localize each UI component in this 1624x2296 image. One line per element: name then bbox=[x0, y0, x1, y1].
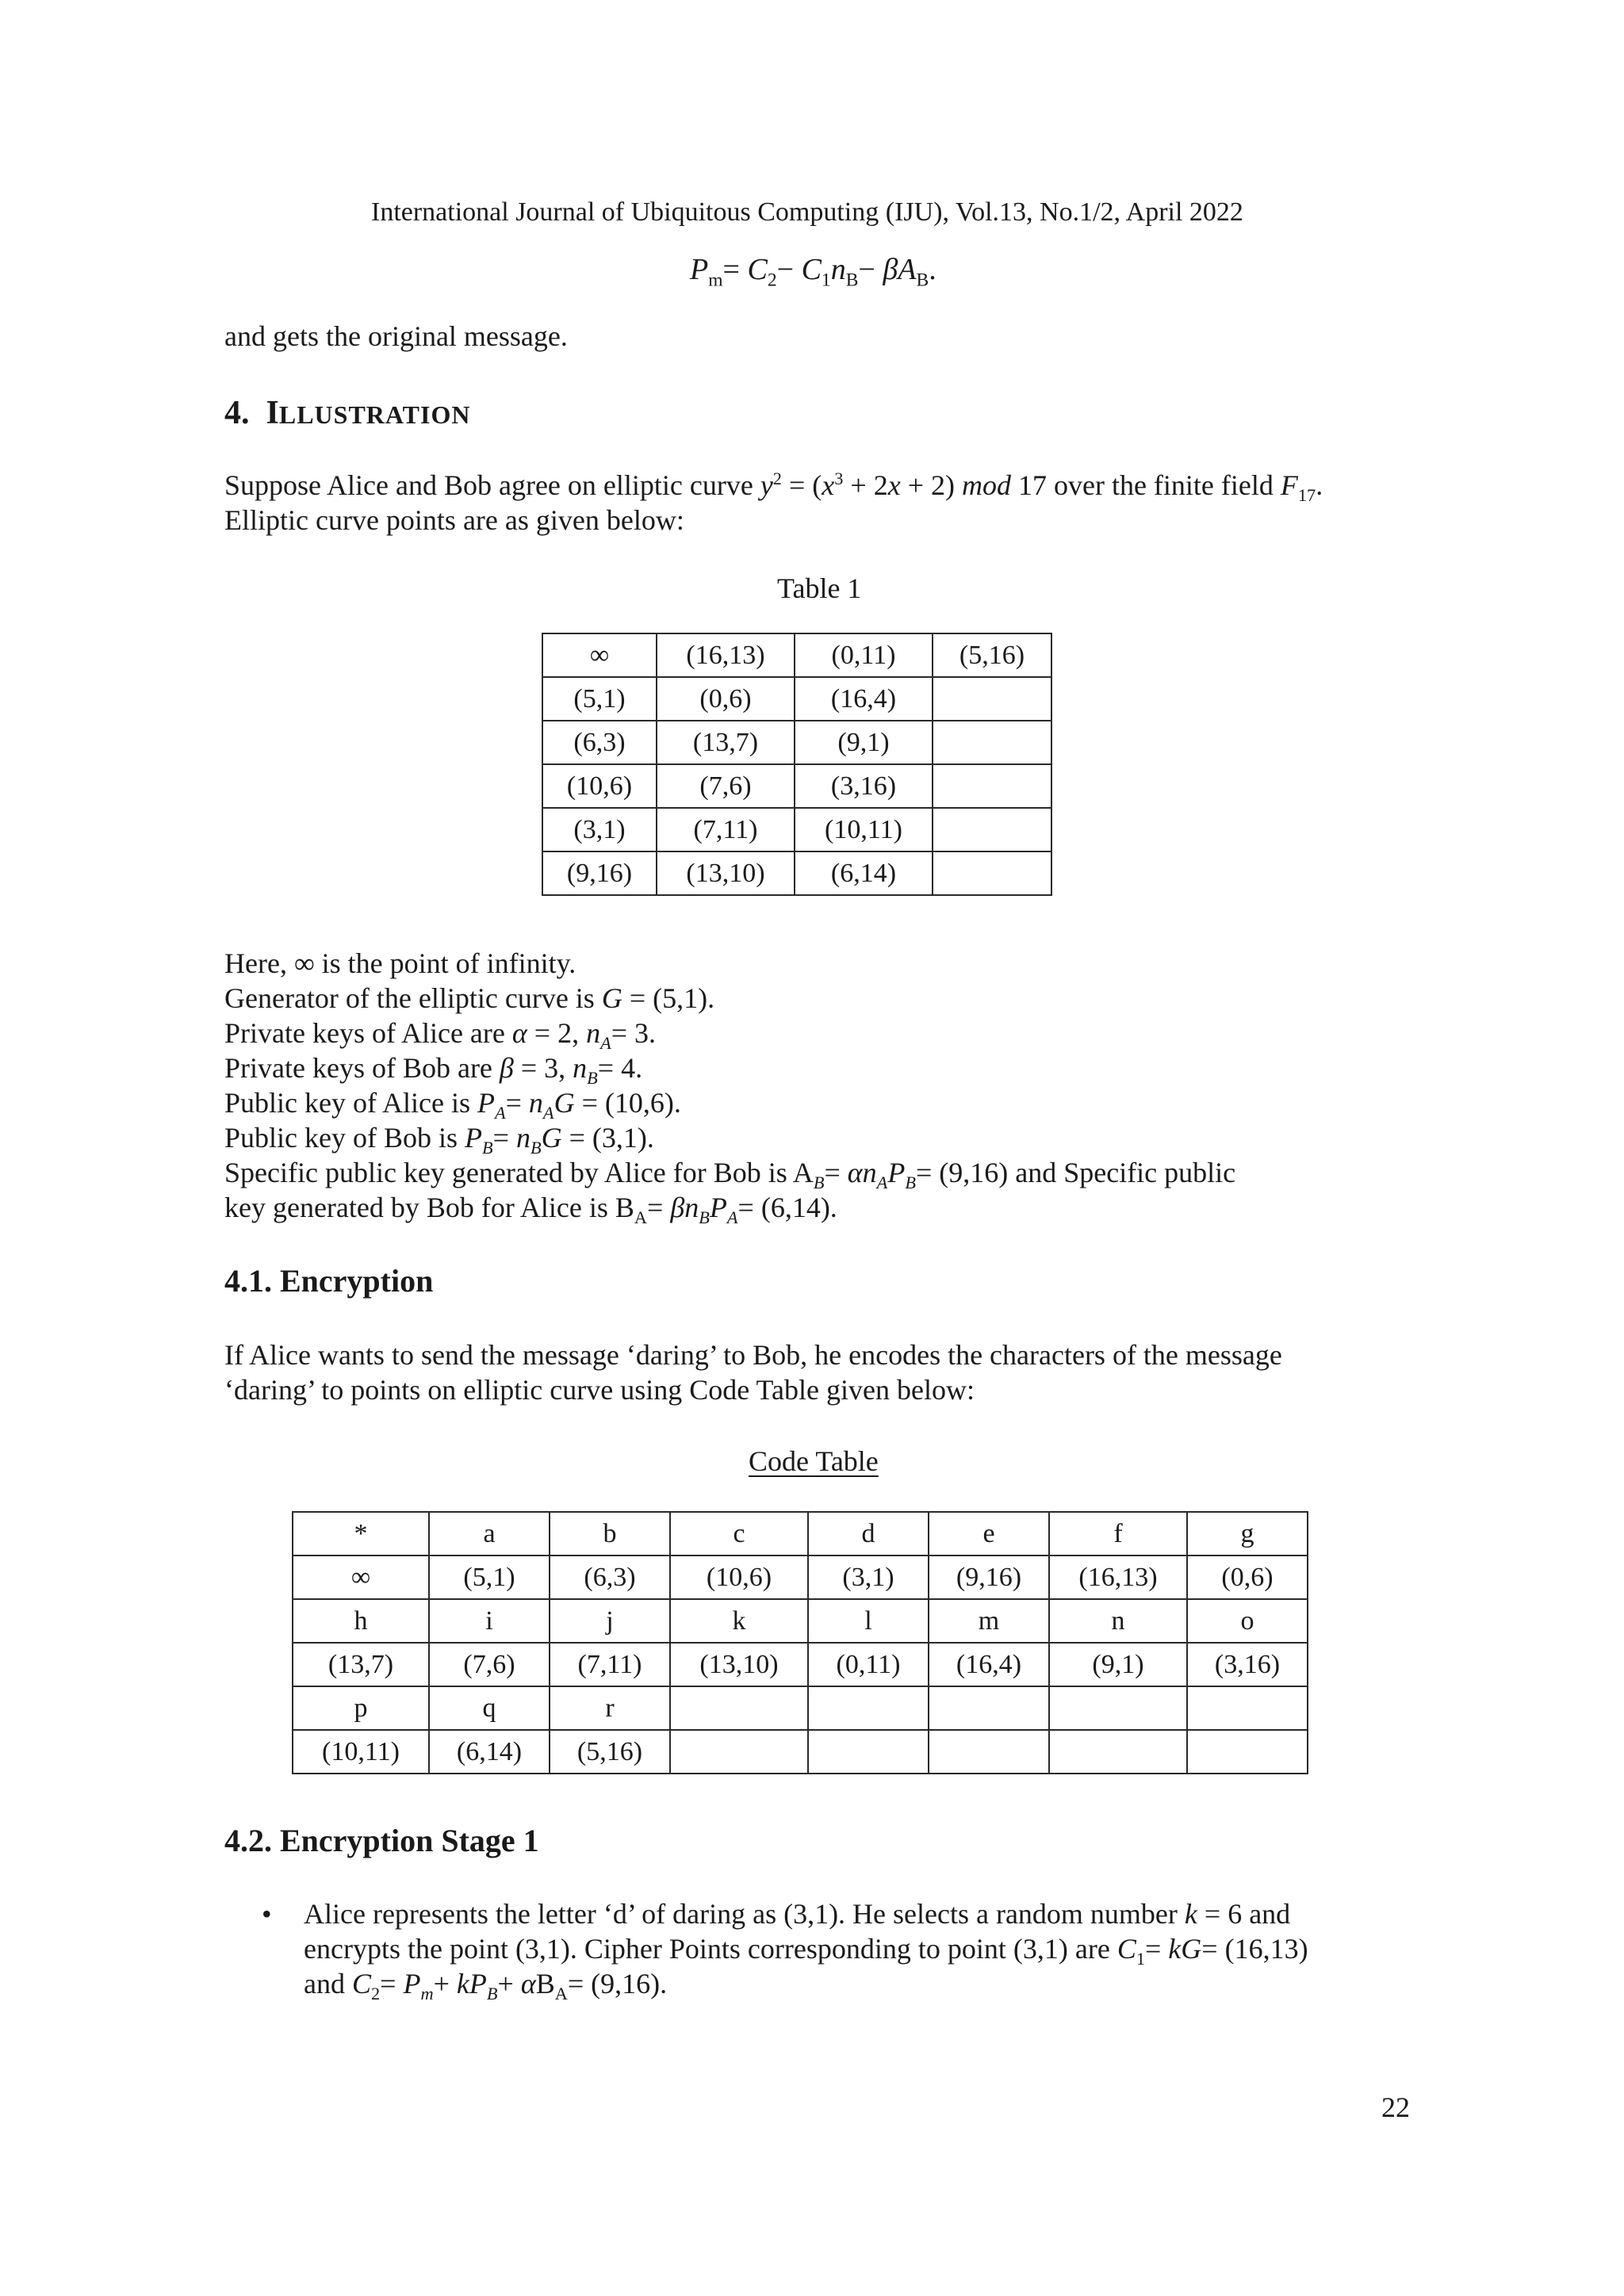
code-table-cell: (6,3) bbox=[550, 1556, 670, 1599]
code-table-caption: Code Table bbox=[749, 1445, 879, 1477]
code-table-cell: h bbox=[293, 1599, 429, 1643]
code-table-cell: (9,1) bbox=[1049, 1643, 1187, 1686]
code-table-row bbox=[293, 1512, 1308, 1556]
code-table-cell: (3,16) bbox=[1187, 1643, 1308, 1686]
subsection-heading-encryption: 4.1. Encryption bbox=[224, 1263, 434, 1299]
code-table-cell: q bbox=[429, 1686, 550, 1730]
table1-cell bbox=[933, 808, 1051, 851]
fact-alice-public-key: Public key of Alice is $P_A= n_AG = (10,6)$. bbox=[224, 1087, 681, 1123]
intro-line-2: Elliptic curve points are as given below: bbox=[224, 504, 684, 536]
code-table-cell: l bbox=[808, 1599, 929, 1643]
code-table-cell bbox=[929, 1686, 1049, 1730]
code-table-cell bbox=[670, 1686, 808, 1730]
code-table-cell: (16,13) bbox=[1049, 1556, 1187, 1599]
table1-row bbox=[542, 808, 1051, 851]
code-table-cell: * bbox=[293, 1512, 429, 1556]
bullet-line-3: and $C_2= P_m+ kP_B+ \alpha B_A= (9,16)$. bbox=[304, 1968, 668, 2004]
table1-cell bbox=[933, 677, 1051, 721]
fact-alice-private-keys: Private keys of Alice are α = 2, $n_A= 3$. bbox=[224, 1017, 657, 1054]
table1-cell: (0,6) bbox=[657, 677, 795, 721]
code-table-cell: (16,4) bbox=[929, 1643, 1049, 1686]
code-table-cell bbox=[1187, 1730, 1308, 1774]
page-number: 22 bbox=[1381, 2091, 1410, 2123]
code-table-row bbox=[293, 1730, 1308, 1774]
code-table-cell: c bbox=[670, 1512, 808, 1556]
table1-cell: (6,14) bbox=[795, 851, 933, 895]
code-table-cell: n bbox=[1049, 1599, 1187, 1643]
section-heading: 4. ILLUSTRATION bbox=[224, 395, 471, 431]
table1-row bbox=[542, 851, 1051, 895]
code-table-cell: (13,10) bbox=[670, 1643, 808, 1686]
fact-specific-key-alice: Specific public key generated by Alice for Bob is $A_B= \alpha n_AP_B= (9,16)$ and Specific public bbox=[224, 1157, 1236, 1193]
code-table-cell: j bbox=[550, 1599, 670, 1643]
table1-cell: (9,1) bbox=[795, 721, 933, 764]
table1-row bbox=[542, 677, 1051, 721]
table1-cell: (10,11) bbox=[795, 808, 933, 851]
encryption-paragraph-line-1: If Alice wants to send the message ‘daring’ to Bob, he encodes the characters of the message bbox=[224, 1339, 1282, 1371]
code-table-cell bbox=[1049, 1686, 1187, 1730]
code-table-cell: m bbox=[929, 1599, 1049, 1643]
bullet-line-2: encrypts the point (3,1). Cipher Points corresponding to point (3,1) are $C_1= kG= (16,13)$ bbox=[304, 1933, 1308, 1969]
fact-bob-public-key: Public key of Bob is $P_B= n_BG = (3,1)$. bbox=[224, 1122, 654, 1158]
table1-cell: (5,1) bbox=[542, 677, 657, 721]
table1-row bbox=[542, 764, 1051, 808]
code-table-cell: i bbox=[429, 1599, 550, 1643]
code-table-cell: (5,1) bbox=[429, 1556, 550, 1599]
code-table-cell bbox=[670, 1730, 808, 1774]
code-table-cell: f bbox=[1049, 1512, 1187, 1556]
code-table-cell: a bbox=[429, 1512, 550, 1556]
code-table-row bbox=[293, 1599, 1308, 1643]
code-table-cell: b bbox=[550, 1512, 670, 1556]
code-table bbox=[292, 1511, 1308, 1774]
table1-cell: ∞ bbox=[542, 633, 657, 677]
bullet-marker: • bbox=[262, 1898, 272, 1930]
subsection-heading-stage-1: 4.2. Encryption Stage 1 bbox=[224, 1823, 539, 1858]
code-table-cell: d bbox=[808, 1512, 929, 1556]
table1-cell: (3,1) bbox=[542, 808, 657, 851]
intro-line-1: Suppose Alice and Bob agree on elliptic curve $y^2 = (x^3 + 2x + 2)$ mod 17 over the finite field $F_{17}$. bbox=[224, 469, 1323, 506]
table1-cell: (16,13) bbox=[657, 633, 795, 677]
table1 bbox=[542, 633, 1052, 896]
code-table-cell: p bbox=[293, 1686, 429, 1730]
code-table-cell: g bbox=[1187, 1512, 1308, 1556]
table1-cell: (16,4) bbox=[795, 677, 933, 721]
code-table-row bbox=[293, 1686, 1308, 1730]
table1-cell: (10,6) bbox=[542, 764, 657, 808]
journal-header: International Journal of Ubiquitous Computing (IJU), Vol.13, No.1/2, April 2022 bbox=[371, 197, 1243, 227]
code-table-cell bbox=[808, 1730, 929, 1774]
table1-cell: (7,6) bbox=[657, 764, 795, 808]
code-table-cell bbox=[808, 1686, 929, 1730]
fact-infinity: Here, ∞ is the point of infinity. bbox=[224, 947, 576, 979]
code-table-cell: (6,14) bbox=[429, 1730, 550, 1774]
table1-cell: (7,11) bbox=[657, 808, 795, 851]
code-table-cell: (0,11) bbox=[808, 1643, 929, 1686]
decryption-equation: $P_m= C_2- C_1n_B- \beta A_B$. bbox=[690, 253, 936, 291]
code-table-cell: e bbox=[929, 1512, 1049, 1556]
fact-bob-private-keys: Private keys of Bob are β = 3, $n_B= 4$. bbox=[224, 1052, 643, 1089]
code-table-cell: (10,6) bbox=[670, 1556, 808, 1599]
code-table-cell: ∞ bbox=[293, 1556, 429, 1599]
table1-cell: (0,11) bbox=[795, 633, 933, 677]
code-table-cell: (13,7) bbox=[293, 1643, 429, 1686]
table1-row bbox=[542, 721, 1051, 764]
code-table-cell: (9,16) bbox=[929, 1556, 1049, 1599]
code-table-cell bbox=[1187, 1686, 1308, 1730]
code-table-cell: k bbox=[670, 1599, 808, 1643]
code-table-row bbox=[293, 1556, 1308, 1599]
code-table-cell: (0,6) bbox=[1187, 1556, 1308, 1599]
code-table-cell bbox=[1049, 1730, 1187, 1774]
bullet-line-1: Alice represents the letter ‘d’ of daring as (3,1). He selects a random number k = 6 and bbox=[304, 1898, 1291, 1930]
code-table-row bbox=[293, 1643, 1308, 1686]
table1-cell bbox=[933, 721, 1051, 764]
table1-cell bbox=[933, 851, 1051, 895]
table1-caption: Table 1 bbox=[777, 572, 862, 604]
table1-row bbox=[542, 633, 1051, 677]
table1-cell: (13,7) bbox=[657, 721, 795, 764]
code-table-cell: (10,11) bbox=[293, 1730, 429, 1774]
code-table-cell: (5,16) bbox=[550, 1730, 670, 1774]
table1-cell: (3,16) bbox=[795, 764, 933, 808]
table1-cell bbox=[933, 764, 1051, 808]
code-table-cell: (7,6) bbox=[429, 1643, 550, 1686]
code-table-cell: (3,1) bbox=[808, 1556, 929, 1599]
encryption-paragraph-line-2: ‘daring’ to points on elliptic curve using Code Table given below: bbox=[224, 1374, 975, 1406]
code-table-cell: (7,11) bbox=[550, 1643, 670, 1686]
table1-cell: (9,16) bbox=[542, 851, 657, 895]
table1-cell: (6,3) bbox=[542, 721, 657, 764]
fact-generator: Generator of the elliptic curve is G = (5,1). bbox=[224, 982, 715, 1014]
code-table-cell bbox=[929, 1730, 1049, 1774]
table1-cell: (13,10) bbox=[657, 851, 795, 895]
code-table-cell: o bbox=[1187, 1599, 1308, 1643]
table1-cell: (5,16) bbox=[933, 633, 1051, 677]
code-table-cell: r bbox=[550, 1686, 670, 1730]
fact-specific-key-bob: key generated by Bob for Alice is $B_A= \beta n_BP_A= (6,14)$. bbox=[224, 1192, 837, 1228]
paragraph-text: and gets the original message. bbox=[224, 320, 568, 352]
